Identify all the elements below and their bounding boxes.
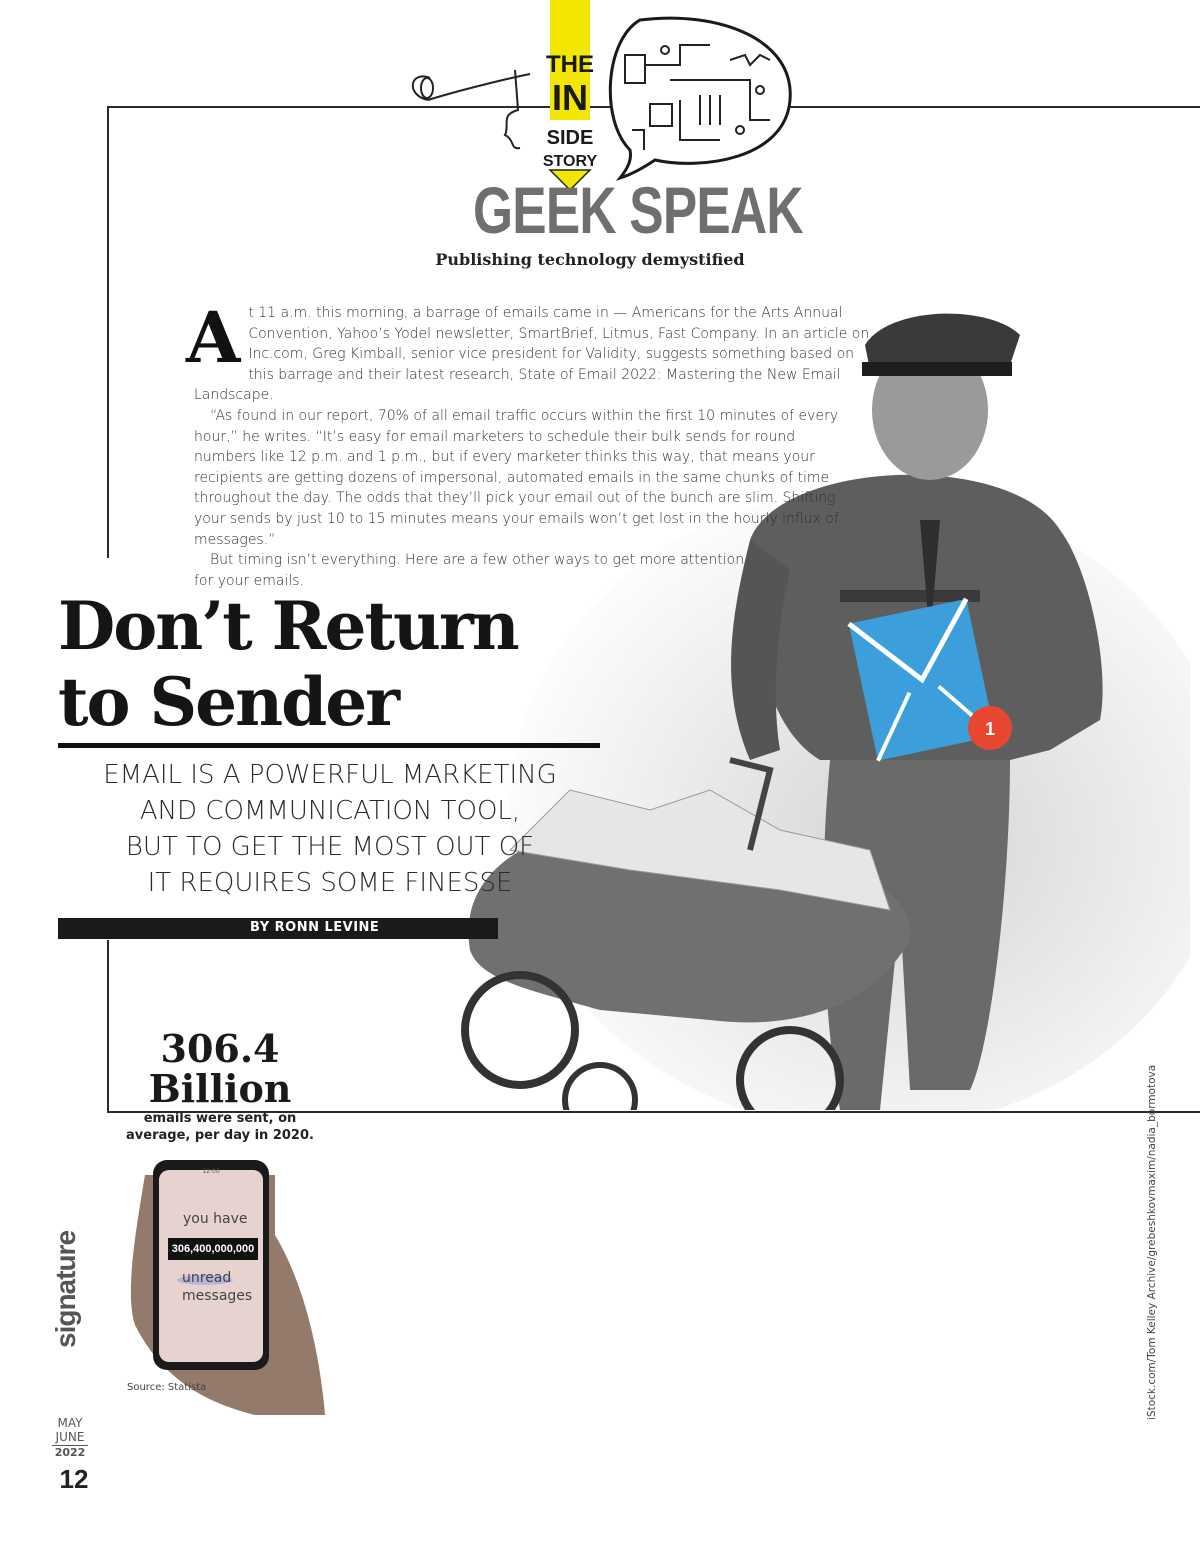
kicker-story: STORY — [542, 153, 598, 170]
deck-line-1: EMAIL IS A POWERFUL MARKETING — [103, 760, 557, 790]
kicker-in: IN — [552, 77, 588, 118]
phone-unread-count: 306,400,000,000 — [168, 1238, 258, 1260]
article-body — [186, 296, 884, 591]
deck — [60, 757, 600, 901]
issue-month-2: JUNE — [55, 1430, 85, 1444]
paragraph-3: But timing isn’t everything. Here are a few other ways to get more attention for your emails. — [194, 552, 745, 589]
phone-text-you-have: you have — [183, 1211, 248, 1227]
source-note: Source: Statista — [127, 1382, 207, 1393]
notification-badge-count: 1 — [984, 719, 996, 739]
issue-year: 2022 — [52, 1445, 88, 1459]
drop-cap: A — [186, 296, 241, 379]
phone-text-messages: messages — [182, 1288, 253, 1304]
frame-left-rule-lower — [107, 940, 109, 1112]
magazine-brand — [50, 1230, 100, 1348]
paragraph-1: t 11 a.m. this morning, a barrage of emails came in — Americans for the Arts Annual Convention, Yahoo’s Yodel newsletter, SmartBrief, Litmus, Fast Company. In an article on Inc.com, Greg Kimball, senior vice president for Validity, suggests something based on this barrage and their latest research, State of Email 2022: Mastering the New Email Landscape. — [194, 305, 870, 404]
headline-rule — [58, 743, 600, 748]
pocket-flap — [840, 590, 980, 602]
paragraph-2: “As found in our report, 70% of all email traffic occurs within the first 10 minutes of every hour,” he writes. “It’s easy for email marketers to schedule their bulk sends for round numbers like 12 p.m. and 1 p.m., but if every marketer thinks this way, that means your recipients are getting dozens of impersonal, automated emails in the same chunks of time throughout the day. The odds that they’ll pick your email out of the bunch are slim. Shifting your sends by just 10 to 15 minutes means your emails won’t get lost in the hourly influx of messages.” — [194, 407, 839, 548]
headline-line-2: to Sender — [58, 663, 399, 741]
phone-status-time: 12:00 — [202, 1168, 220, 1175]
stat-caption — [110, 1110, 330, 1144]
frame-left-rule — [107, 106, 109, 558]
kicker-side: SIDE — [546, 127, 594, 149]
cart-wheel-front — [565, 1065, 635, 1110]
stat-caption-line-2: average, per day in 2020. — [126, 1128, 314, 1143]
kicker-the: THE — [546, 51, 594, 78]
deck-line-4: IT REQUIRES SOME FINESSE — [147, 868, 513, 898]
headline — [58, 588, 618, 740]
head-drawing — [413, 70, 530, 148]
carrier-cap — [865, 314, 1020, 370]
magazine-brand-text: signature — [50, 1230, 81, 1348]
deck-line-2: AND COMMUNICATION TOOL, — [139, 796, 521, 826]
department-title: GEEK SPEAK — [473, 173, 803, 247]
photo-credit — [1146, 1064, 1166, 1420]
deck-line-3: BUT TO GET THE MOST OUT OF — [125, 832, 535, 862]
department-subtitle: Publishing technology demystified — [435, 250, 745, 269]
page-number: 12 — [59, 1464, 89, 1494]
phone-text-unread: unread — [182, 1270, 232, 1286]
headline-line-1: Don’t Return — [58, 587, 518, 665]
phone-screen — [159, 1170, 263, 1362]
photo-credit-text: iStock.com/Tom Kelley Archive/grebeshkovmaxim/nadia_bormotova — [1146, 1064, 1158, 1420]
issue-month-1: MAY — [57, 1416, 83, 1430]
cart-wheel-left — [465, 975, 575, 1085]
stat-unit: Billion — [148, 1066, 292, 1111]
cap-brim — [862, 362, 1012, 376]
byline: BY RONN LEVINE — [250, 920, 380, 935]
stat-caption-line-1: emails were sent, on — [143, 1111, 297, 1126]
stat-number: 306.4 — [160, 1026, 280, 1071]
